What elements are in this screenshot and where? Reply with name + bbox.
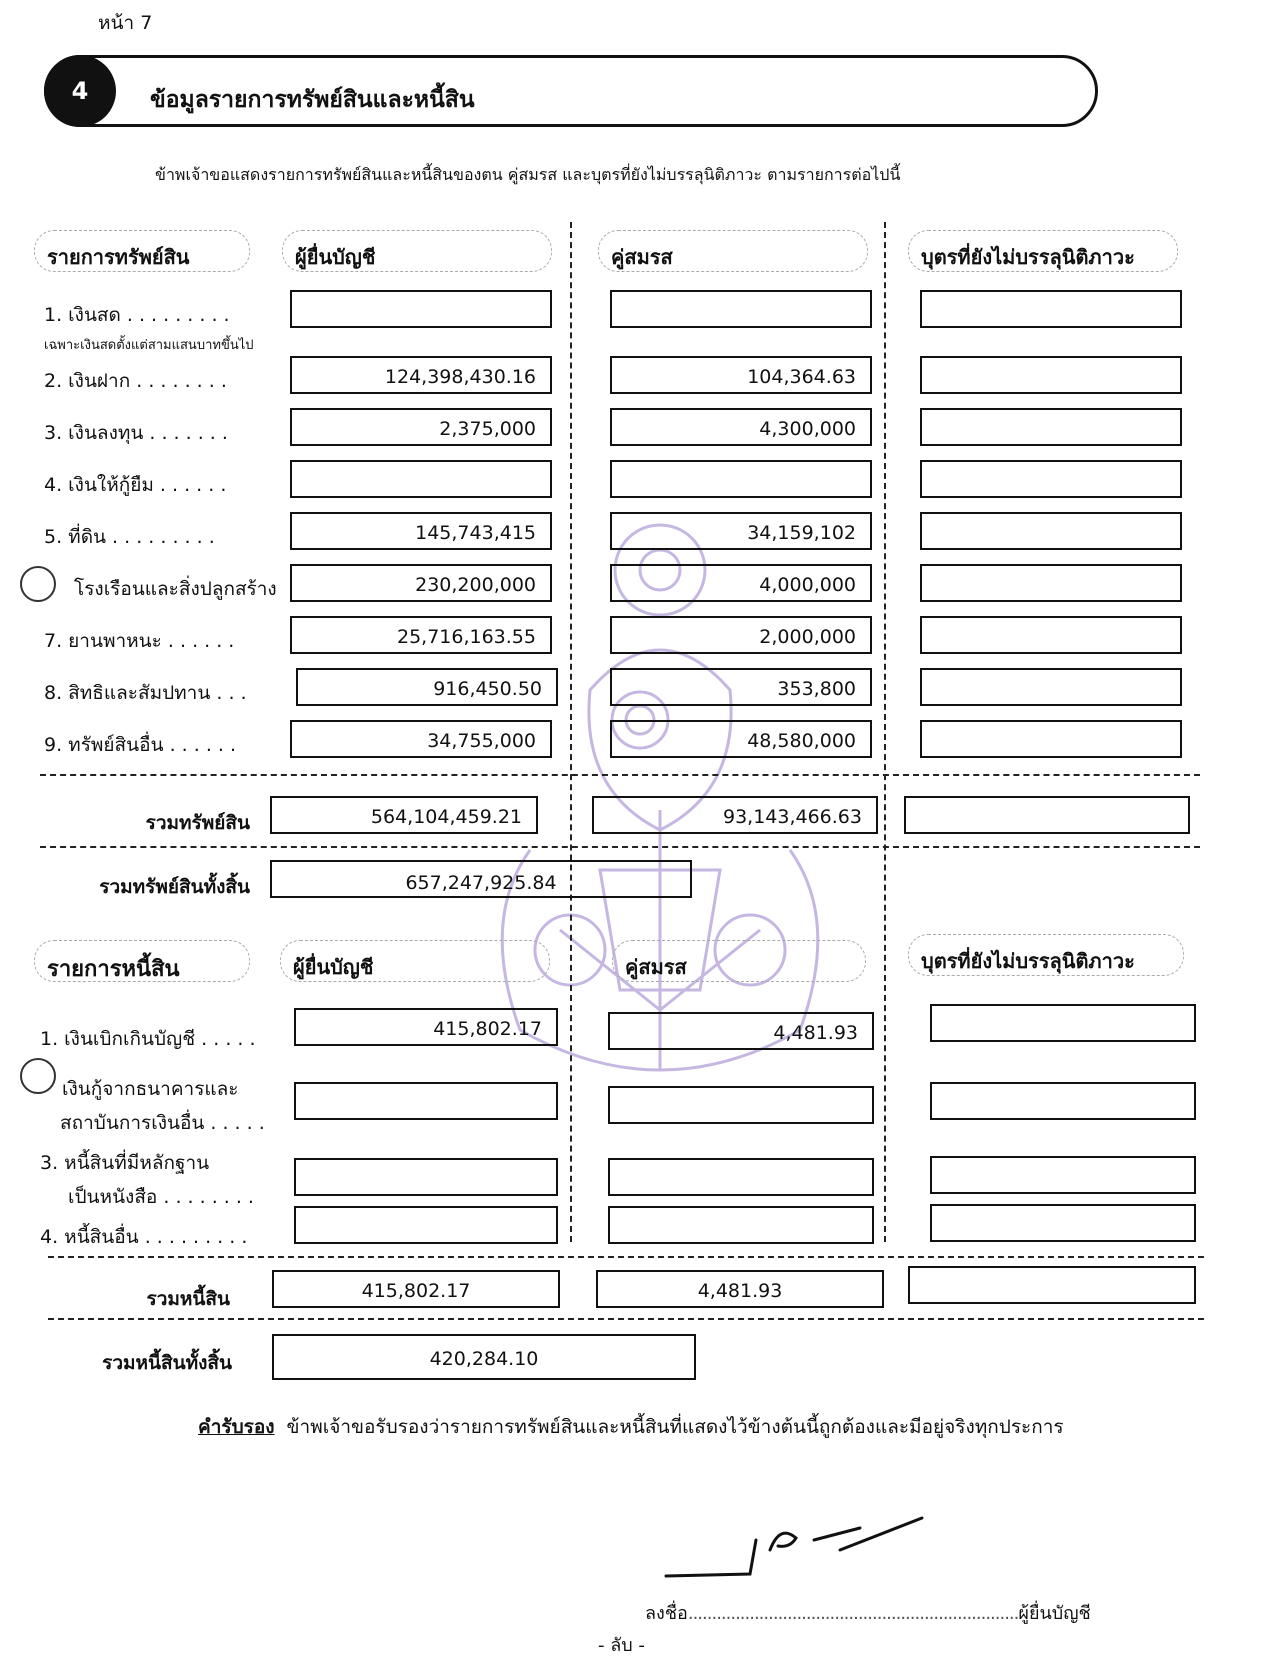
liabilities-grand-total-label: รวมหนี้สินทั้งสิ้น	[102, 1352, 232, 1374]
handwritten-circle	[20, 566, 56, 602]
asset-cash-children	[920, 290, 1182, 328]
assets-total-spouse: 93,143,466.63	[592, 796, 878, 834]
asset-rights-spouse: 353,800	[610, 668, 872, 706]
liability-documented-children	[930, 1156, 1196, 1194]
liability-overdraft-spouse: 4,481.93	[608, 1012, 874, 1050]
asset-deposit-children	[920, 356, 1182, 394]
signature-suffix: ผู้ยื่นบัญชี	[1018, 1603, 1091, 1624]
liability-bank-spouse	[608, 1086, 874, 1124]
liabilities-item-header: รายการหนี้สิน	[34, 940, 250, 982]
assets-declarant-header: ผู้ยื่นบัญชี	[282, 230, 552, 272]
assets-item-header: รายการทรัพย์สิน	[34, 230, 250, 272]
asset-vehicle-spouse: 2,000,000	[610, 616, 872, 654]
assets-total-children	[904, 796, 1190, 834]
divider	[40, 774, 1200, 776]
liability-bank-children	[930, 1082, 1196, 1120]
liability-documented-declarant	[294, 1158, 558, 1196]
section-title: ข้อมูลรายการทรัพย์สินและหนี้สิน	[150, 87, 475, 113]
asset-label: โรงเรือนและสิ่งปลูกสร้าง	[74, 578, 277, 600]
assets-children-header: บุตรที่ยังไม่บรรลุนิติภาวะ	[908, 230, 1178, 272]
liabilities-grand-total: 420,284.10	[272, 1334, 696, 1380]
column-divider	[570, 222, 572, 1242]
asset-label: 9. ทรัพย์สินอื่น . . . . . .	[44, 734, 237, 756]
liability-documented-spouse	[608, 1158, 874, 1196]
section-number: 4	[44, 55, 116, 127]
liabilities-total-spouse: 4,481.93	[596, 1270, 884, 1308]
liabilities-total-declarant: 415,802.17	[272, 1270, 560, 1308]
asset-building-spouse: 4,000,000	[610, 564, 872, 602]
signature-mark	[660, 1510, 930, 1590]
liability-label: 3. หนี้สินที่มีหลักฐาน	[40, 1152, 210, 1174]
assets-total-label: รวมทรัพย์สิน	[145, 812, 250, 834]
asset-deposit-declarant: 124,398,430.16	[290, 356, 552, 394]
certification	[198, 1412, 1064, 1442]
asset-land-children	[920, 512, 1182, 550]
cash-note: เฉพาะเงินสดตั้งแต่สามแสนบาทขึ้นไป	[44, 338, 254, 353]
asset-rights-children	[920, 668, 1182, 706]
asset-label: 1. เงินสด . . . . . . . . .	[44, 304, 230, 326]
asset-other-declarant: 34,755,000	[290, 720, 552, 758]
liabilities-total-children	[908, 1266, 1196, 1304]
assets-spouse-header: คู่สมรส	[598, 230, 868, 272]
intro-text: ข้าพเจ้าขอแสดงรายการทรัพย์สินและหนี้สินของตน คู่สมรส และบุตรที่ยังไม่บรรลุนิติภาวะ ตามรายการต่อไปนี้	[155, 165, 901, 184]
signature-prefix: ลงชื่อ	[645, 1603, 688, 1624]
asset-label: 8. สิทธิและสัมปทาน . . .	[44, 682, 247, 704]
asset-land-declarant: 145,743,415	[290, 512, 552, 550]
asset-loan-spouse	[610, 460, 872, 498]
handwritten-circle	[20, 1058, 56, 1094]
asset-deposit-spouse: 104,364.63	[610, 356, 872, 394]
asset-rights-declarant: 916,450.50	[296, 668, 558, 706]
asset-other-spouse: 48,580,000	[610, 720, 872, 758]
liabilities-spouse-header: คู่สมรส	[612, 940, 866, 982]
asset-building-declarant: 230,200,000	[290, 564, 552, 602]
asset-building-children	[920, 564, 1182, 602]
asset-cash-declarant	[290, 290, 552, 328]
asset-label: 4. เงินให้กู้ยืม . . . . . .	[44, 474, 227, 496]
assets-grand-total-label: รวมทรัพย์สินทั้งสิ้น	[99, 876, 250, 898]
signature-line	[645, 1598, 1091, 1627]
asset-vehicle-declarant: 25,716,163.55	[290, 616, 552, 654]
liability-other-declarant	[294, 1206, 558, 1244]
asset-land-spouse: 34,159,102	[610, 512, 872, 550]
asset-investment-spouse: 4,300,000	[610, 408, 872, 446]
column-divider	[884, 222, 886, 1242]
divider	[40, 846, 1200, 848]
asset-investment-declarant: 2,375,000	[290, 408, 552, 446]
asset-other-children	[920, 720, 1182, 758]
divider	[48, 1318, 1204, 1320]
certification-heading: คำรับรอง	[198, 1416, 275, 1438]
asset-label: 2. เงินฝาก . . . . . . . .	[44, 370, 227, 392]
liability-bank-declarant	[294, 1082, 558, 1120]
liability-label: 4. หนี้สินอื่น . . . . . . . . .	[40, 1226, 248, 1248]
asset-label: 5. ที่ดิน . . . . . . . . .	[44, 526, 215, 548]
liability-label-cont: สถาบันการเงินอื่น . . . . .	[60, 1112, 265, 1134]
liability-other-children	[930, 1204, 1196, 1242]
liability-overdraft-children	[930, 1004, 1196, 1042]
liabilities-declarant-header: ผู้ยื่นบัญชี	[280, 940, 550, 982]
page-number: หน้า 7	[98, 12, 153, 34]
asset-investment-children	[920, 408, 1182, 446]
liabilities-total-label: รวมหนี้สิน	[146, 1288, 230, 1310]
assets-total-declarant: 564,104,459.21	[270, 796, 538, 834]
asset-loan-declarant	[290, 460, 552, 498]
assets-grand-total: 657,247,925.84	[270, 860, 692, 898]
certification-text: ข้าพเจ้าขอรับรองว่ารายการทรัพย์สินและหนี้สินที่แสดงไว้ข้างต้นนี้ถูกต้องและมีอยู่จริงทุกประการ	[286, 1416, 1064, 1438]
liability-label: 1. เงินเบิกเกินบัญชี . . . . .	[40, 1028, 256, 1050]
classification-mark: - ลับ -	[598, 1635, 645, 1656]
asset-loan-children	[920, 460, 1182, 498]
asset-label: 3. เงินลงทุน . . . . . . .	[44, 422, 228, 444]
liability-label: เงินกู้จากธนาคารและ	[62, 1078, 239, 1100]
asset-vehicle-children	[920, 616, 1182, 654]
liability-label-cont: เป็นหนังสือ . . . . . . . .	[68, 1186, 254, 1208]
signature-dots: ......................................................................	[687, 1603, 1019, 1624]
liability-other-spouse	[608, 1206, 874, 1244]
liabilities-children-header: บุตรที่ยังไม่บรรลุนิติภาวะ	[908, 934, 1184, 976]
asset-cash-spouse	[610, 290, 872, 328]
liability-overdraft-declarant: 415,802.17	[294, 1008, 558, 1046]
divider	[48, 1256, 1204, 1258]
asset-label: 7. ยานพาหนะ . . . . . .	[44, 630, 235, 652]
